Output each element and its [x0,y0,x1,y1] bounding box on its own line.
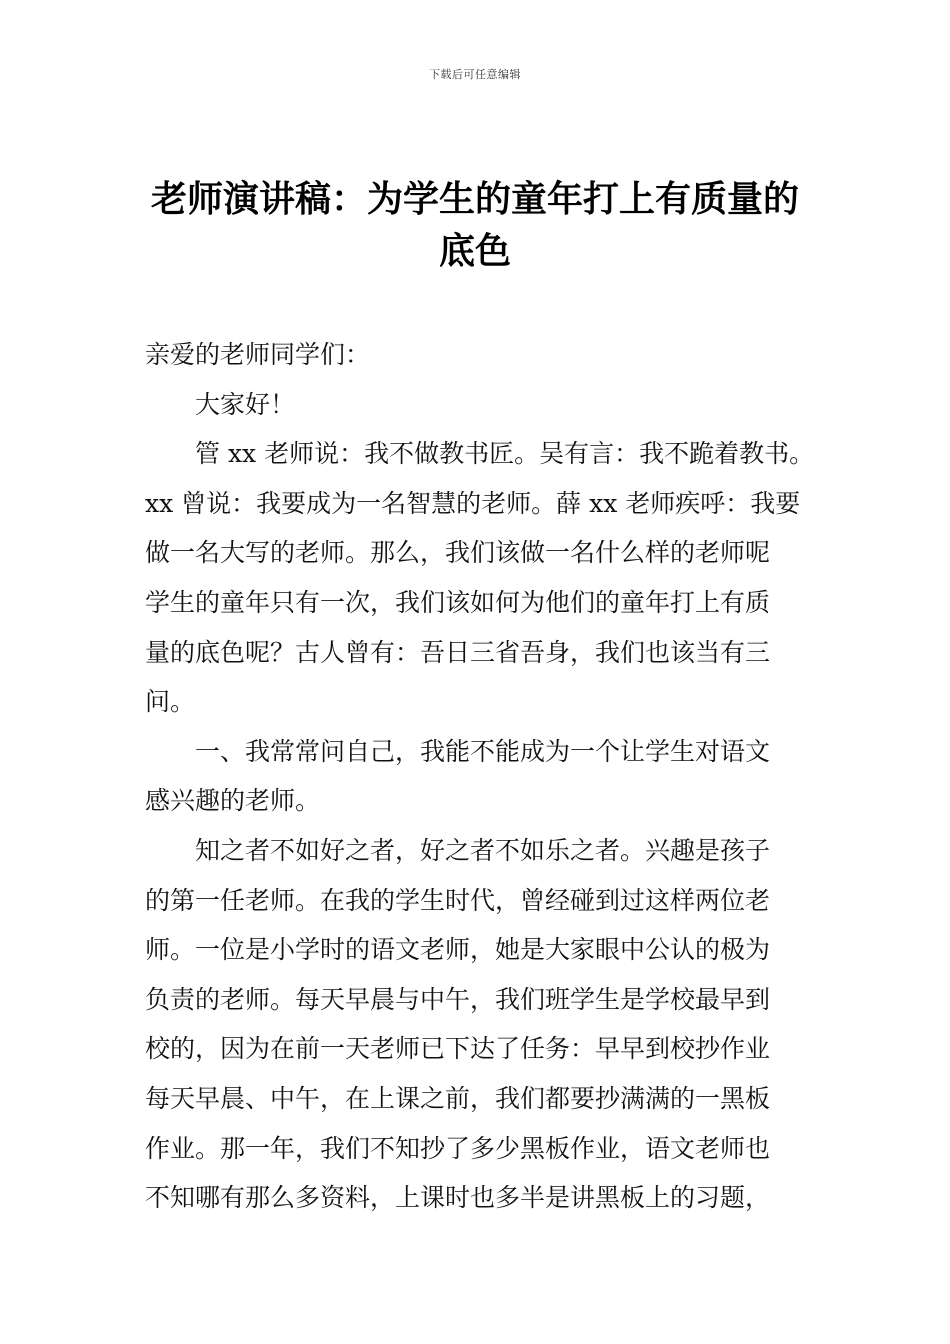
salutation [145,330,815,380]
paragraph-line: 管 xx 老师说：我不做教书匠。吴有言：我不跪着教书。 [195,439,815,469]
greeting-text: 大家好！ [195,389,296,419]
paragraph-line: 知之者不如好之者，好之者不如乐之者。兴趣是孩子 [195,835,771,865]
paragraph-line: 每天早晨、中午，在上课之前，我们都要抄满满的一黑板 [145,1083,771,1113]
paragraph-3 [145,826,815,1223]
paragraph-line: 作业。那一年，我们不知抄了多少黑板作业，语文老师也 [145,1133,771,1163]
greeting [145,380,815,430]
paragraph-line: 不知哪有那么多资料，上课时也多半是讲黑板上的习题， [145,1183,771,1213]
paragraph-line: 一、我常常问自己，我能不能成为一个让学生对语文 [195,736,771,766]
paragraph-line: 的第一任老师。在我的学生时代，曾经碰到过这样两位老 [145,885,771,915]
title-line-2: 底色 [438,231,511,272]
title-line-1: 老师演讲稿：为学生的童年打上有质量的 [150,179,799,220]
paragraph-line: xx 曾说：我要成为一名智慧的老师。薛 xx 老师疾呼：我要 [145,488,801,518]
document-body [145,330,815,1223]
paragraph-line: 学生的童年只有一次，我们该如何为他们的童年打上有质 [145,587,771,617]
paragraph-line: 感兴趣的老师。 [145,786,321,816]
paragraph-line: 师。一位是小学时的语文老师，她是大家眼中公认的极为 [145,935,771,965]
document-title [120,174,830,278]
paragraph-line: 问。 [145,687,196,717]
paragraph-line: 校的，因为在前一天老师已下达了任务：早早到校抄作业 [145,1034,771,1064]
paragraph-1 [145,429,815,727]
page-header-note: 下载后可任意编辑 [429,68,521,81]
salutation-text: 亲爱的老师同学们： [145,340,371,369]
paragraph-line: 做一名大写的老师。那么，我们该做一名什么样的老师呢 [145,538,771,568]
paragraph-line: 负责的老师。每天早晨与中午，我们班学生是学校最早到 [145,984,771,1014]
paragraph-2 [145,727,815,826]
paragraph-line: 量的底色呢？古人曾有：吾日三省吾身，我们也该当有三 [145,637,771,667]
